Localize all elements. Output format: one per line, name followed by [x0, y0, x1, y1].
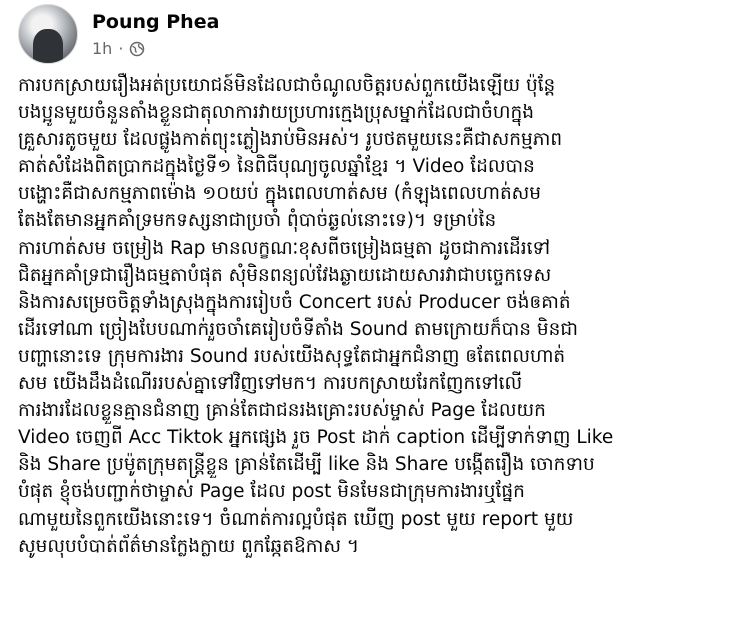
- post-text-line: គ្រួសារតូចមួយ ដែលផ្លូងកាត់ព្យុះភ្លៀងរាប់មិនអស់។ រូបថតមួយនេះគឺជាសកម្មភាព: [18, 129, 563, 151]
- post-text-line: ការហាត់សម ចម្រៀង Rap មានលក្ខណៈខុសពីចម្រៀងធម្មតា ដូចជាការដើរទៅ: [18, 237, 551, 259]
- post-meta: [92, 10, 219, 58]
- post-header: [18, 4, 219, 64]
- globe-icon[interactable]: [129, 41, 145, 57]
- post-text-line: សម យើងដឹងដំណើររបស់គ្នាទៅវិញទៅមក។ ការបកស្រាយរែកញែកទៅលើ: [18, 373, 523, 395]
- post-text-line: បងប្អូនមួយចំនួនតាំងខ្លួនជាតុលាការវាយប្រហារក្មេងប្រុសម្នាក់ដែលជាចំហក្នុង: [18, 102, 534, 124]
- post-text-line: ណាមួយនៃពួកយើងនោះទេ។ ចំណាត់ការល្អបំផុត ឃើញ post មួយ report មួយ: [18, 508, 574, 530]
- post-text-line: បញ្ហានោះទេ ក្រុមការងារ Sound របស់យើងសុទ្ធតែជាអ្នកជំនាញ ឲតែពេលហាត់: [18, 345, 566, 367]
- post-text-line: ការងារដែលខ្លួនគ្មានជំនាញ គ្រាន់តែជាជនរងគ្រោះរបស់ម្ចាស់ Page ដែលយក: [18, 400, 546, 422]
- post-text-line: តែងតែមានអ្នកគាំទ្រមកទស្សនាជាប្រចាំ ពុំបាច់ឆ្ងល់នោះទេ)។ ទម្រាប់នៃ: [18, 210, 497, 232]
- post-text-line: និងការសម្រេចចិត្តទាំងស្រុងក្នុងការរៀបចំ Concert របស់ Producer ចង់ឲគាត់: [18, 291, 571, 313]
- post-text-line: ជិតអ្នកគាំទ្រជារឿងធម្មតាបំផុត សុំមិនពន្យល់វែងឆ្ងាយដោយសារវាជាបច្ចេកទេស: [18, 264, 552, 286]
- avatar[interactable]: [18, 4, 78, 64]
- post-text-line: គាត់សំដែងពិតប្រាកដក្នុងថ្ងៃទី១ នៃពិធីបុណ្យចូលឆ្នាំខ្មែរ ។ Video ដែលបាន: [18, 156, 535, 178]
- post-text-line: បង្ហោះគឺជាសកម្មភាពម៉ោង ១០យប់ ក្នុងពេលហាត់សម (កំឡុងពេលហាត់សម: [18, 183, 542, 205]
- author-name[interactable]: Poung Phea: [92, 11, 220, 33]
- post-text-line: Video ចេញពី Acc Tiktok អ្នកផ្សេង រួច Post ដាក់ caption ដើម្បីទាក់ទាញ Like: [18, 427, 614, 449]
- separator-dot: ·: [118, 39, 124, 58]
- post-text-line: បំផុត ខ្ញុំចង់បញ្ជាក់ថាម្ចាស់ Page ដែល post មិនមែនជាក្រុមការងារឬផ្នែក: [18, 481, 525, 503]
- post-time[interactable]: 1h: [92, 39, 113, 58]
- post-text-line: សូមលុបបំបាត់ព័ត៌មានក្លែងក្លាយ ពួកឆ្កែតឱកាស ។: [18, 535, 360, 557]
- post-subline: [92, 40, 219, 58]
- post-body: [18, 72, 738, 560]
- post-text-line: និង Share ប្រម៉ូតក្រុមតន្ត្រីខ្លួន គ្រាន់តែដើម្បី like និង Share បង្កើតរឿង ចោកទាប: [18, 454, 595, 476]
- post-text-line: ដើរទៅណា ច្រៀងបែបណាក់រួចចាំគេរៀបចំទីតាំង Sound តាមក្រោយក៏បាន មិនជា: [18, 318, 578, 340]
- post-text-line: ការបកស្រាយរឿងអត់ប្រយោជន៍មិនដែលជាចំណូលចិត្តរបស់ពួកយើងឡើយ ប៉ុន្តែ: [18, 75, 556, 96]
